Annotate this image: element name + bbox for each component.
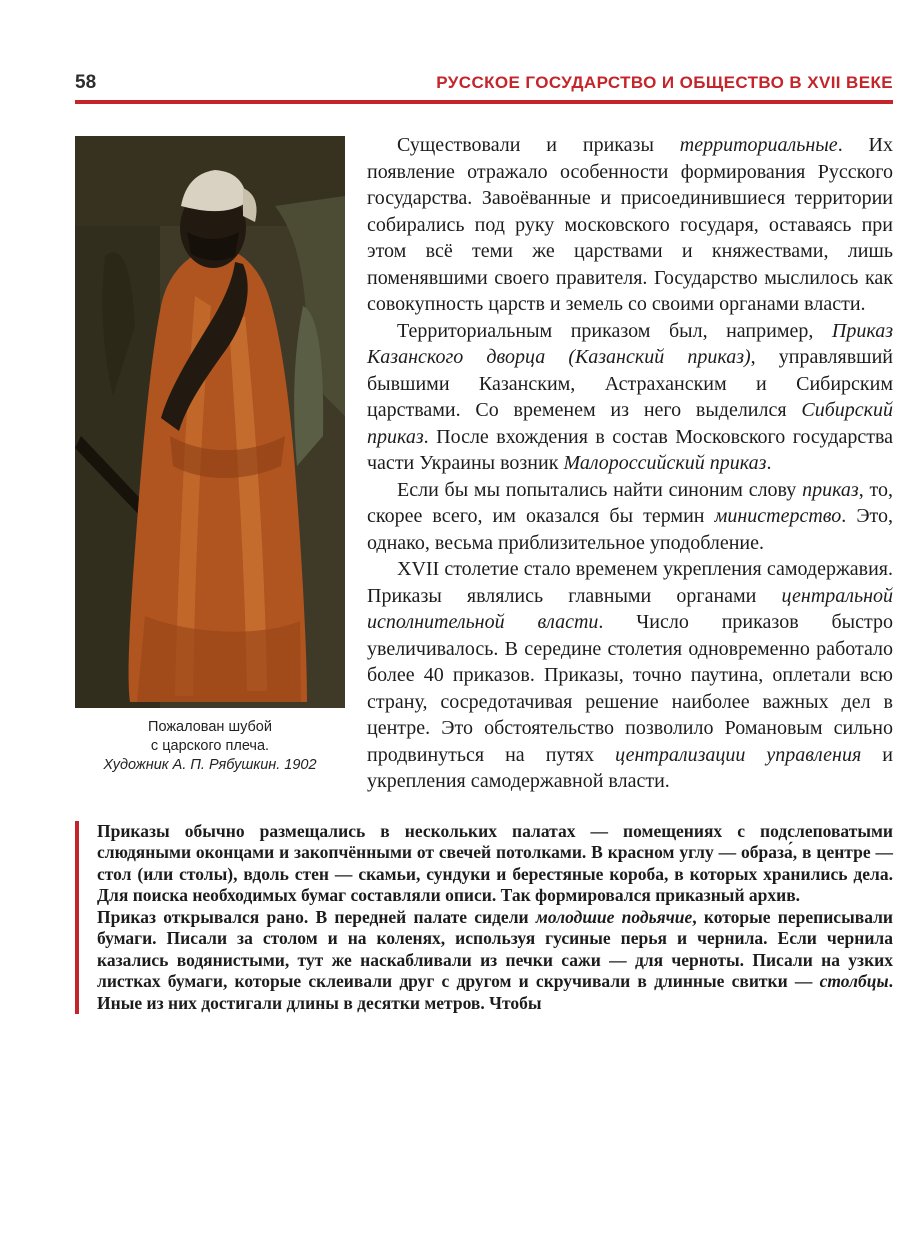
- painting-figure: [75, 136, 345, 775]
- painting-image: [75, 136, 345, 708]
- main-paragraph-1: Существовали и приказы территориальные. Их появление отражало особенности формирования Русского государства. Завоёванные и присоединившиеся территории собирались под руку московского государя, оставаясь при этом всё теми же царствами и княжествами, лишь поменявшими своего правителя. Государство мыслилось как совокупность царств и земель со своими органами власти.: [367, 134, 893, 315]
- main-paragraph-2: Территориальным приказом был, например, Приказ Казанского дворца (Казанский приказ), управлявший бывшими Казанским, Астраханским и Сибирским царствами. Со временем из него выделился Сибирский приказ. После вхождения в состав Московского государства части Украины возник Малороссийский приказ.: [367, 319, 893, 474]
- supplementary-note-block: [75, 821, 893, 1015]
- caption-artist-line: Художник А. П. Рябушкин. 1902: [103, 757, 317, 773]
- header-rule: [75, 100, 893, 104]
- page-content: [75, 132, 893, 795]
- main-paragraph-3: Если бы мы попытались найти синоним слову приказ, то, скорее всего, им оказался бы термин министерство. Это, однако, весьма приблизительное уподобление.: [367, 478, 893, 554]
- main-paragraph-4: XVII столетие стало временем укрепления самодержавия. Приказы являлись главными органами центральной исполнительной власти. Число приказов быстро увеличивалось. В середине столетия одновременно работало более 40 приказов. Приказы, точно паутина, оплетали всю страну, сосредотачивая решение наиболее важных дел в центре. Это обстоятельство позволило Романовым сильно продвинуться на путях централизации управления и укрепления самодержавной власти.: [367, 558, 893, 792]
- painting-artwork: [75, 136, 345, 708]
- note-paragraph-2: Приказ открывался рано. В передней палате сидели молодшие подьячие, которые переписывали бумаги. Писали за столом и на коленях, используя гусиные перья и чернила. Если чернила казались водянистыми, тут же наскабливали из печки сажи — для черноты. Писали на узких листках бумаги, которые склеивали друг с другом и скручивали в длинные свитки — столбцы. Иные из них достигали длины в десятки метров. Чтобы: [97, 906, 893, 1013]
- caption-line-2: с царского плеча.: [150, 738, 270, 754]
- page-header: [75, 72, 893, 94]
- page-number: 58: [75, 72, 97, 93]
- note-paragraph-1: Приказы обычно размещались в нескольких палатах — помещениях с подслеповатыми слюдяными оконцами и закопчёнными от свечей потолками. В красном углу — образа́, в центре — стол (или столы), вдоль стен — скамьи, сундуки и берестяные короба, в которых хранились дела. Для поиска необходимых бумаг составляли описи. Так формировался приказный архив.: [97, 820, 893, 905]
- caption-line-1: Пожалован шубой: [148, 719, 272, 735]
- painting-caption: [75, 718, 345, 775]
- chapter-title: РУССКОЕ ГОСУДАРСТВО И ОБЩЕСТВО В XVII ВЕКЕ: [436, 73, 893, 92]
